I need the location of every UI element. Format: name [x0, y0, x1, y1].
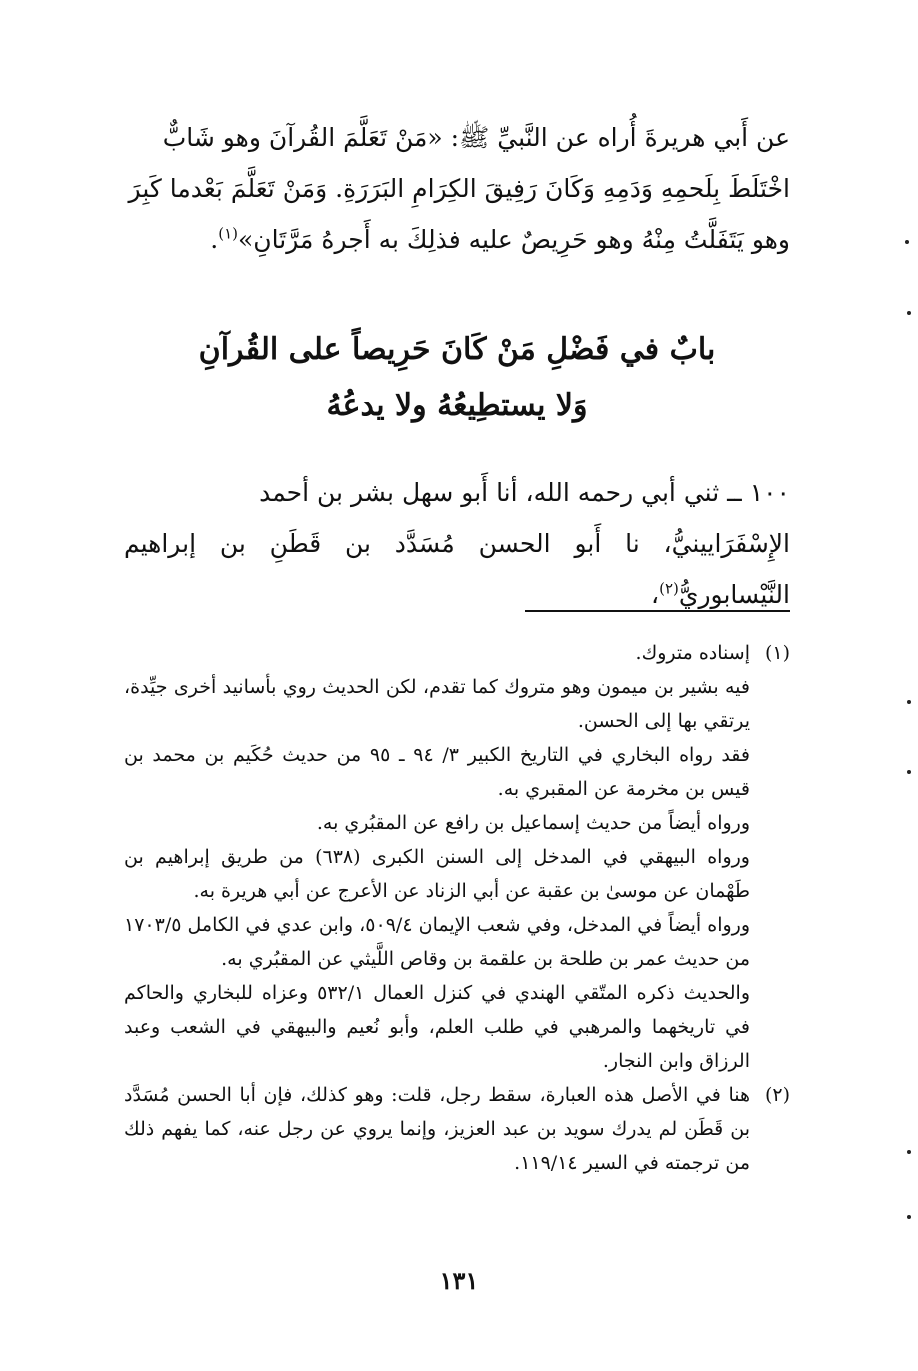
page-number: ١٣١ — [439, 1266, 479, 1295]
margin-dot — [905, 240, 909, 244]
hadith-100-line-2-body: الإِسْفَرَايينيُّ، نا أَبو الحسن مُسَدَّد بن قَطَنِ بن إبراهيم النَّيْسابوريُّ — [124, 529, 790, 609]
text-line-3-end: . — [210, 225, 219, 254]
hadith-100-line-2 — [124, 518, 790, 620]
hadith-continuation-text — [124, 112, 790, 265]
margin-dot — [907, 700, 911, 704]
footnote-separator — [525, 610, 790, 612]
chapter-heading-line-1: بابٌ في فَضْلِ مَنْ كَانَ حَرِيصاً على القُرآنِ — [198, 332, 716, 367]
footnote-1-paragraph: والحديث ذكره المتّقي الهندي في كنزل العمال ٥٣٢/١ وعزاه للبخاري والحاكم في تاريخهما والمرهبي في طلب العلم، وأبو نُعيم والبيهقي في الشعب وعبد الرزاق وابن النجار. — [124, 982, 750, 1072]
footnote-1-paragraph: إسناده متروك. — [635, 642, 750, 664]
chapter-heading — [124, 322, 790, 434]
hadith-100-line-1: ١٠٠ ــ ثني أبي رحمه الله، أنا أَبو سهل بشر بن أحمد — [259, 478, 790, 507]
footnote-2-body — [124, 1078, 750, 1180]
footnote-ref-1[interactable]: (١) — [218, 224, 239, 243]
chapter-heading-line-2: وَلا يستطِيعُهُ ولا يدعُهُ — [326, 388, 588, 423]
text-line-1: عن أَبي هريرةَ أُراه عن النَّبيِّ ﷺ: «مَنْ تَعَلَّمَ القُرآنَ وهو شَابٌّ — [162, 123, 790, 152]
footnote-ref-2[interactable]: (٢) — [659, 579, 679, 598]
footnote-1-body — [124, 636, 750, 1078]
margin-dot — [907, 1215, 911, 1219]
margin-dot — [907, 1150, 911, 1154]
footnote-2-paragraph: هنا في الأصل هذه العبارة، سقط رجل، قلت: وهو كذلك، فإن أبا الحسن مُسَدَّد بن قَطَن لم يدرك سويد بن عبد العزيز، وإنما يروي عن رجل عنه، كما يفهم ذلك من ترجمته في السير ١١٩/١٤. — [124, 1084, 750, 1174]
footnote-1 — [124, 636, 790, 1078]
margin-dot — [907, 311, 911, 315]
footnote-1-paragraph: فقد رواه البخاري في التاريخ الكبير ٣/ ٩٤ ـ ٩٥ من حديث حُكَيم بن محمد بن قيس بن مخرمة عن المقبري به. — [124, 744, 751, 800]
footnote-1-paragraph: ورواه البيهقي في المدخل إلى السنن الكبرى (٦٣٨) من طريق إبراهيم بن طَهْمان عن موسىٰ بن عقبة عن أبي الزناد عن الأعرج عن أبي هريرة به. — [124, 846, 750, 902]
footnotes-section — [124, 636, 790, 1180]
footnote-2-number: (٢) — [764, 1084, 790, 1106]
hadith-100-text — [124, 467, 790, 620]
footnote-2 — [124, 1078, 790, 1180]
footnote-1-paragraph: فيه بشير بن ميمون وهو متروك كما تقدم، لكن الحديث روي بأسانيد أخرى جيِّدة، يرتقي بها إلى الحسن. — [124, 676, 750, 732]
text-line-3 — [124, 214, 790, 265]
footnote-1-number: (١) — [764, 642, 790, 664]
text-line-2: اخْتَلَطَ بِلَحمِهِ وَدَمِهِ وَكَانَ رَفِيقَ الكِرَامِ البَرَرَةِ. وَمَنْ تَعَلَّمَ بَعْدما كَبِرَ — [128, 174, 790, 203]
hadith-100-line-2-end: ، — [651, 580, 660, 609]
margin-dot — [907, 770, 911, 774]
text-line-3-body: وهو يَتَفَلَّتُ مِنْهُ وهو حَرِيصٌ عليه فذلِكَ به أَجرهُ مَرَّتَانِ» — [238, 225, 790, 254]
footnote-1-paragraph: ورواه أيضاً من حديث إسماعيل بن رافع عن المقبُري به. — [316, 812, 750, 834]
footnote-1-paragraph: ورواه أيضاً في المدخل، وفي شعب الإيمان ٥٠٩/٤، وابن عدي في الكامل ١٧٠٣/٥ من حديث عمر بن طلحة بن علقمة بن وقاص اللَّيثي عن المقبُري به. — [124, 914, 750, 970]
